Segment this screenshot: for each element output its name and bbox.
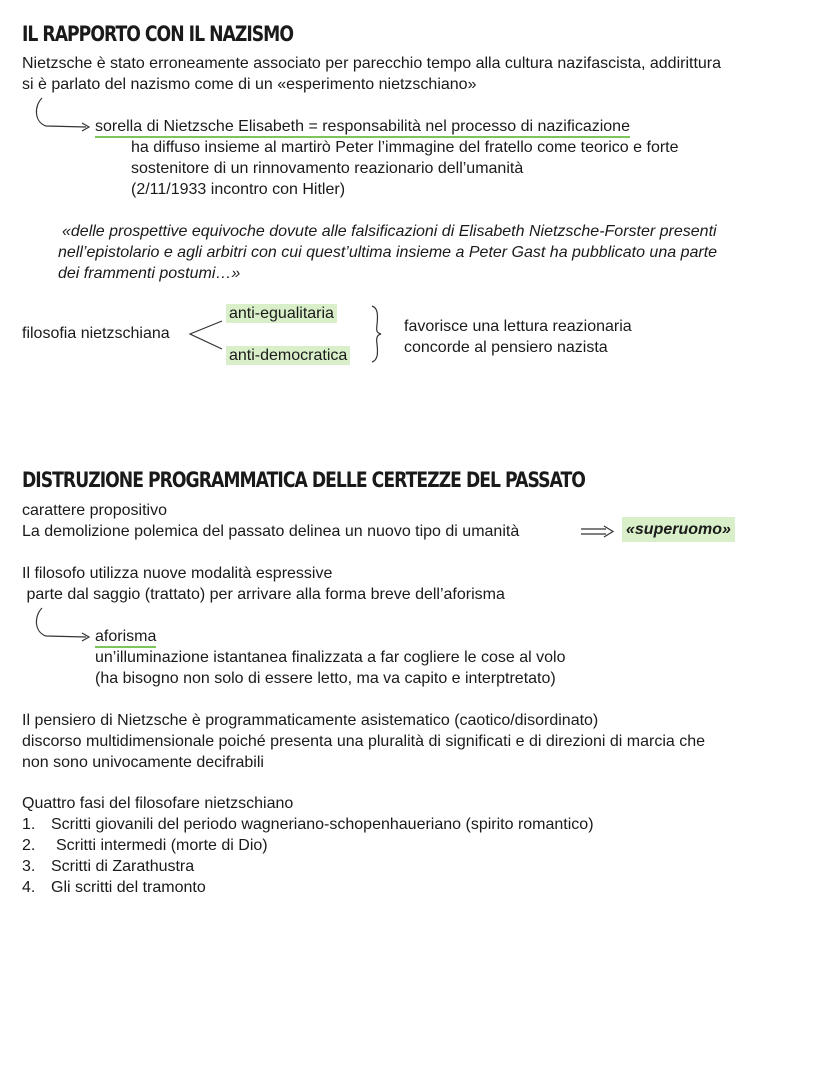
aforisma-heading: aforisma	[95, 628, 156, 648]
phase-number: 1.	[22, 816, 36, 833]
section-title-nazismo: IL RAPPORTO CON IL NAZISMO	[22, 22, 293, 46]
curly-brace-icon	[370, 305, 384, 363]
diagram-branch-top: anti-egualitaria	[226, 304, 337, 323]
thought-line: non sono univocamente decifrabili	[22, 754, 264, 771]
quote-line: dei frammenti postumi…»	[58, 265, 241, 282]
phase-text: Scritti di Zarathustra	[51, 858, 195, 875]
subtitle: carattere propositivo	[22, 502, 167, 519]
curved-arrow-icon	[30, 96, 92, 136]
phase-text: Scritti intermedi (morte di Dio)	[56, 837, 268, 854]
quote-line: «delle prospettive equivoche dovute alle falsificazioni di Elisabeth Nietzsche-Forster presenti	[62, 223, 717, 240]
demolition-line: La demolizione polemica del passato delinea un nuovo tipo di umanità	[22, 523, 520, 540]
expressive-line: Il filosofo utilizza nuove modalità espressive	[22, 565, 333, 582]
aforisma-line: un’illuminazione istantanea finalizzata a far cogliere le cose al volo	[95, 649, 566, 666]
phase-number: 4.	[22, 879, 36, 896]
sister-text-line: sostenitore di un rinnovamento reazionario dell’umanità	[131, 160, 524, 177]
phase-number: 3.	[22, 858, 36, 875]
branch-angle-icon	[188, 318, 228, 352]
double-arrow-icon	[580, 524, 616, 540]
diagram-result: favorisce una lettura reazionaria	[404, 318, 632, 335]
expressive-line: parte dal saggio (trattato) per arrivare alla forma breve dell’aforisma	[22, 586, 505, 603]
sister-heading: sorella di Nietzsche Elisabeth = responsabilità nel processo di nazificazione	[95, 118, 630, 138]
thought-line: Il pensiero di Nietzsche è programmaticamente asistematico (caotico/disordinato)	[22, 712, 599, 729]
diagram-result: concorde al pensiero nazista	[404, 339, 608, 356]
aforisma-line: (ha bisogno non solo di essere letto, ma va capito e interptretato)	[95, 670, 556, 687]
intro-line: si è parlato del nazismo come di un «esperimento nietzschiano»	[22, 76, 477, 93]
phase-number: 2.	[22, 837, 36, 854]
sister-text-line: ha diffuso insieme al martirò Peter l’immagine del fratello come teorico e forte	[131, 139, 679, 156]
section-title-distruzione: DISTRUZIONE PROGRAMMATICA DELLE CERTEZZE DEL PASSATO	[22, 468, 585, 492]
thought-line: discorso multidimensionale poiché presenta una pluralità di significati e di direzioni di marcia che	[22, 733, 706, 750]
phase-text: Gli scritti del tramonto	[51, 879, 206, 896]
curved-arrow-icon	[30, 606, 92, 646]
phases-title: Quattro fasi del filosofare nietzschiano	[22, 795, 294, 812]
phase-text: Scritti giovanili del periodo wagneriano-schopenhaueriano (spirito romantico)	[51, 816, 594, 833]
superuomo-highlight: «superuomo»	[622, 517, 735, 542]
intro-line: Nietzsche è stato erroneamente associato per parecchio tempo alla cultura nazifascista, addirittura	[22, 55, 722, 72]
sister-text-line: (2/11/1933 incontro con Hitler)	[131, 181, 346, 198]
diagram-branch-bottom: anti-democratica	[226, 346, 350, 365]
quote-line: nell’epistolario e agli arbitri con cui quest’ultima insieme a Peter Gast ha pubblicato una parte	[58, 244, 718, 261]
diagram-root: filosofia nietzschiana	[22, 325, 170, 342]
